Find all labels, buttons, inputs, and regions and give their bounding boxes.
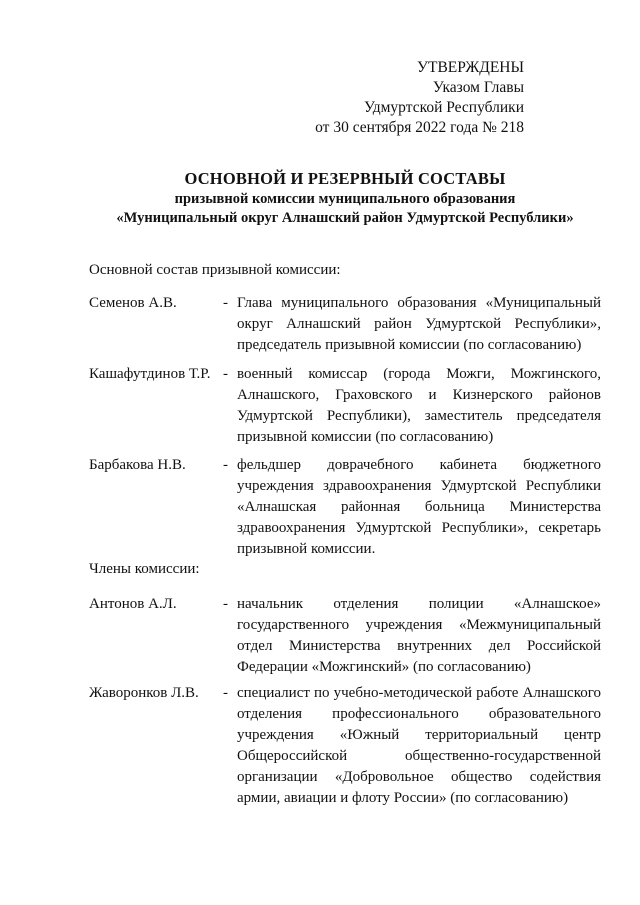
approval-heading: УТВЕРЖДЕНЫ: [417, 59, 524, 76]
member-name: Кашафутдинов Т.Р.: [89, 366, 211, 382]
member-name: Барбакова Н.В.: [89, 457, 186, 473]
title-sub-1: призывной комиссии муниципального образования: [174, 191, 516, 207]
member-role: начальник отделения полиции «Алнашское» государственного учреждения «Межмуниципальный отдел Министерства внутренних дел Российской Федерации «Можгинский» (по согласованию): [237, 596, 601, 675]
member-name: Жаворонков Л.В.: [89, 685, 199, 701]
dash-separator: -: [223, 596, 228, 612]
dash-separator: -: [223, 295, 228, 311]
member-role: военный комиссар (города Можги, Можгинского, Алнашского, Граховского и Кизнерского районов Удмуртской Республики), заместитель председателя призывной комиссии (по согласованию): [237, 366, 601, 445]
title-sub-2: «Муниципальный округ Алнашский район Удмуртской Республики»: [116, 210, 574, 226]
title-main: ОСНОВНОЙ И РЕЗЕРВНЫЙ СОСТАВЫ: [184, 169, 506, 188]
approval-line-date: от 30 сентября 2022 года № 218: [315, 119, 524, 136]
member-role: фельдшер доврачебного кабинета бюджетного учреждения здравоохранения Удмуртской Республики «Алнашская районная больница Министерства здравоохранения Удмуртской Республики», секретарь призывной комиссии.: [237, 457, 601, 557]
member-role: Глава муниципального образования «Муниципальный округ Алнашский район Удмуртской Республики», председатель призывной комиссии (по согласованию): [237, 295, 601, 353]
members-section-label: Члены комиссии:: [89, 561, 200, 577]
dash-separator: -: [223, 366, 228, 382]
approval-block: [264, 58, 524, 138]
member-role: специалист по учебно-методической работе Алнашского отделения профессионального образовательного учреждения «Южный территориальный центр Общероссийской общественно-государственной организации «Добровольное общество содействия армии, авиации и флоту России» (по согласованию): [237, 685, 601, 806]
document-title: [60, 168, 630, 228]
member-name: Антонов А.Л.: [89, 596, 177, 612]
approval-line-decree: Указом Главы: [432, 79, 524, 96]
dash-separator: -: [223, 457, 228, 473]
approval-line-republic: Удмуртской Республики: [363, 99, 524, 116]
main-section-label: Основной состав призывной комиссии:: [89, 262, 341, 278]
member-name: Семенов А.В.: [89, 295, 177, 311]
dash-separator: -: [223, 685, 228, 701]
